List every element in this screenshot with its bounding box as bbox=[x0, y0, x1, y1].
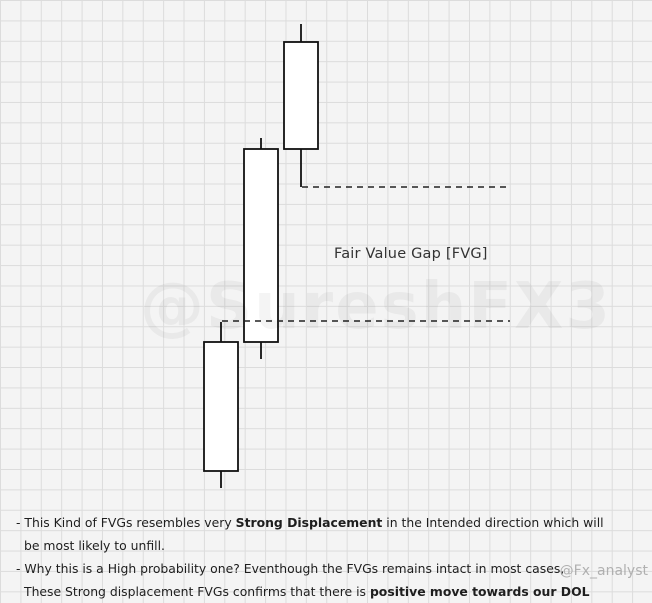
note-line-3 bbox=[16, 557, 652, 580]
candle-3 bbox=[284, 24, 318, 187]
note-bullet: - bbox=[16, 515, 25, 530]
note-text: be most likely to unfill. bbox=[24, 538, 165, 553]
candle-1-body bbox=[204, 342, 238, 471]
note-emphasis: Strong Displacement bbox=[235, 515, 383, 530]
notes-block bbox=[16, 511, 652, 603]
note-text: These Strong displacement FVGs confirms that there is bbox=[24, 584, 370, 599]
candle-1 bbox=[204, 322, 238, 488]
note-text: in the Intended direction which will bbox=[382, 515, 604, 530]
watermark-text bbox=[140, 270, 612, 344]
fvg-annotation-label: Fair Value Gap [FVG] bbox=[334, 246, 488, 262]
note-text: Why this is a High probability one? Eventhough the FVGs remains intact in most cases, bbox=[24, 561, 565, 576]
note-bullet: - bbox=[16, 561, 25, 576]
note-line-1 bbox=[16, 511, 652, 534]
note-emphasis: positive move towards our DOL bbox=[369, 584, 590, 599]
note-text: This Kind of FVGs resembles very bbox=[24, 515, 236, 530]
corner-watermark: @Fx_analyst bbox=[559, 563, 648, 579]
note-line-2 bbox=[16, 534, 652, 557]
candle-3-body bbox=[284, 42, 318, 149]
